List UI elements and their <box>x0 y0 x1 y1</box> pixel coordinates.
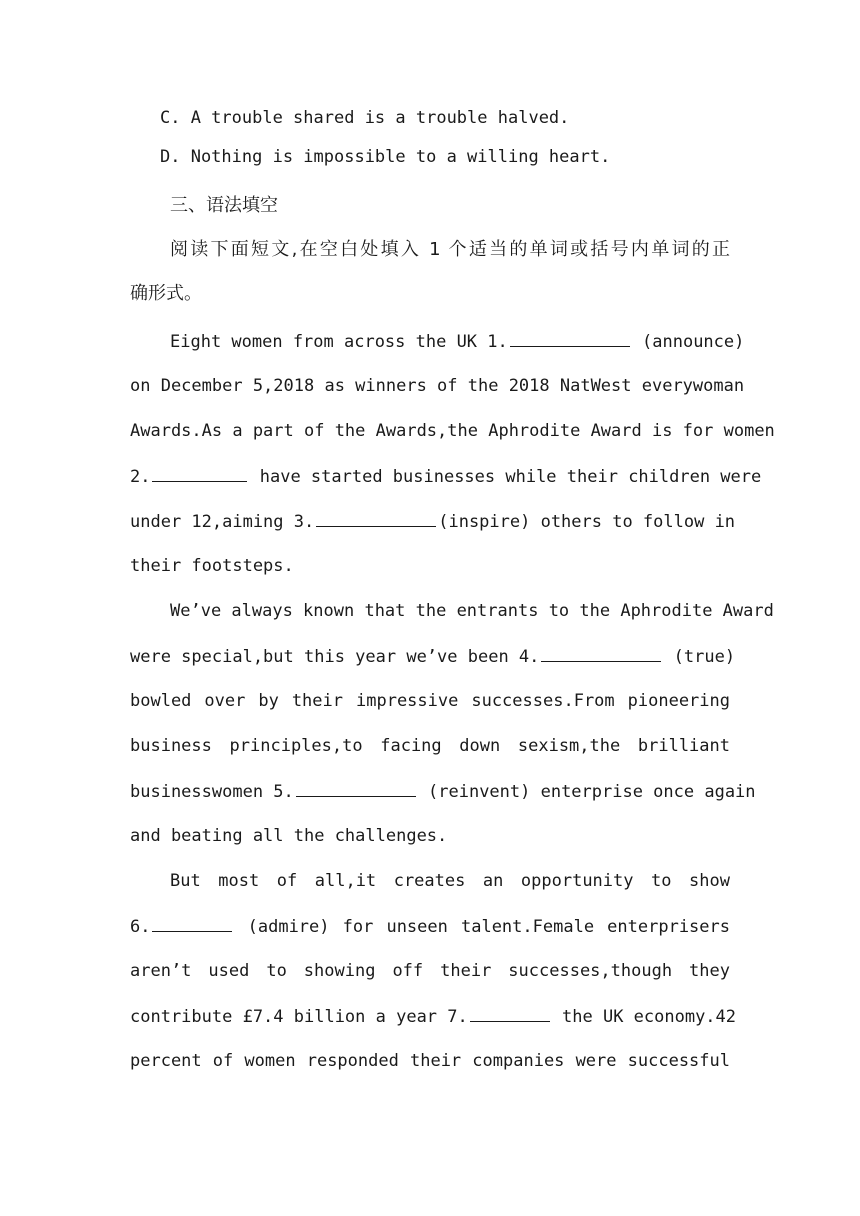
passage-text: (true) <box>673 647 736 667</box>
passage-text: Eight women from across the UK 1. <box>170 332 508 352</box>
blank-7[interactable] <box>470 1004 550 1022</box>
passage-line <box>130 509 736 534</box>
passage-text: 2. <box>130 467 151 487</box>
passage-text: 6. <box>130 917 151 937</box>
blank-4[interactable] <box>541 644 661 662</box>
passage-text: (inspire) others to follow in <box>438 512 736 532</box>
passage-line <box>130 1004 737 1029</box>
blank-2[interactable] <box>152 464 247 482</box>
passage-text: under 12,aiming 3. <box>130 512 315 532</box>
passage-text: were special,but this year we’ve been 4. <box>130 647 540 667</box>
passage-line: on December 5,2018 as winners of the 2018 NatWest everywoman <box>130 376 745 396</box>
passage-text: the UK economy.42 <box>562 1007 737 1027</box>
passage-line <box>170 329 745 354</box>
instruction-line-2: 确形式。 <box>130 283 202 304</box>
passage-text: (reinvent) enterprise once again <box>428 782 756 802</box>
passage-line <box>130 464 762 489</box>
passage-text: (admire) for unseen talent.Female enterprisers <box>247 917 730 937</box>
passage-line: and beating all the challenges. <box>130 826 448 846</box>
section-heading: 三、语法填空 <box>170 195 278 216</box>
option-c: C. A trouble shared is a trouble halved. <box>160 108 570 128</box>
blank-3[interactable] <box>316 509 436 527</box>
passage-line: Awards.As a part of the Awards,the Aphrodite Award is for women <box>130 421 775 441</box>
passage-line: We’ve always known that the entrants to the Aphrodite Award <box>170 601 774 621</box>
blank-6[interactable] <box>152 914 232 932</box>
passage-text: contribute £7.4 billion a year 7. <box>130 1007 468 1027</box>
passage-line: aren’t used to showing off their successes,though they <box>130 961 730 981</box>
passage-line <box>130 914 730 939</box>
passage-line: their footsteps. <box>130 556 294 576</box>
passage-text: businesswomen 5. <box>130 782 294 802</box>
passage-line: business principles,to facing down sexism,the brilliant <box>130 736 730 756</box>
passage-line <box>130 779 756 804</box>
passage-line: But most of all,it creates an opportunity to show <box>170 871 730 891</box>
passage-text: (announce) <box>642 332 745 352</box>
option-d: D. Nothing is impossible to a willing heart. <box>160 147 611 167</box>
blank-1[interactable] <box>510 329 630 347</box>
instruction-line-1: 阅读下面短文,在空白处填入 1 个适当的单词或括号内单词的正 <box>170 239 730 260</box>
passage-line: bowled over by their impressive successes.From pioneering <box>130 691 730 711</box>
blank-5[interactable] <box>296 779 416 797</box>
passage-text: have started businesses while their children were <box>259 467 762 487</box>
passage-line <box>130 644 736 669</box>
passage-line: percent of women responded their companies were successful <box>130 1051 730 1071</box>
